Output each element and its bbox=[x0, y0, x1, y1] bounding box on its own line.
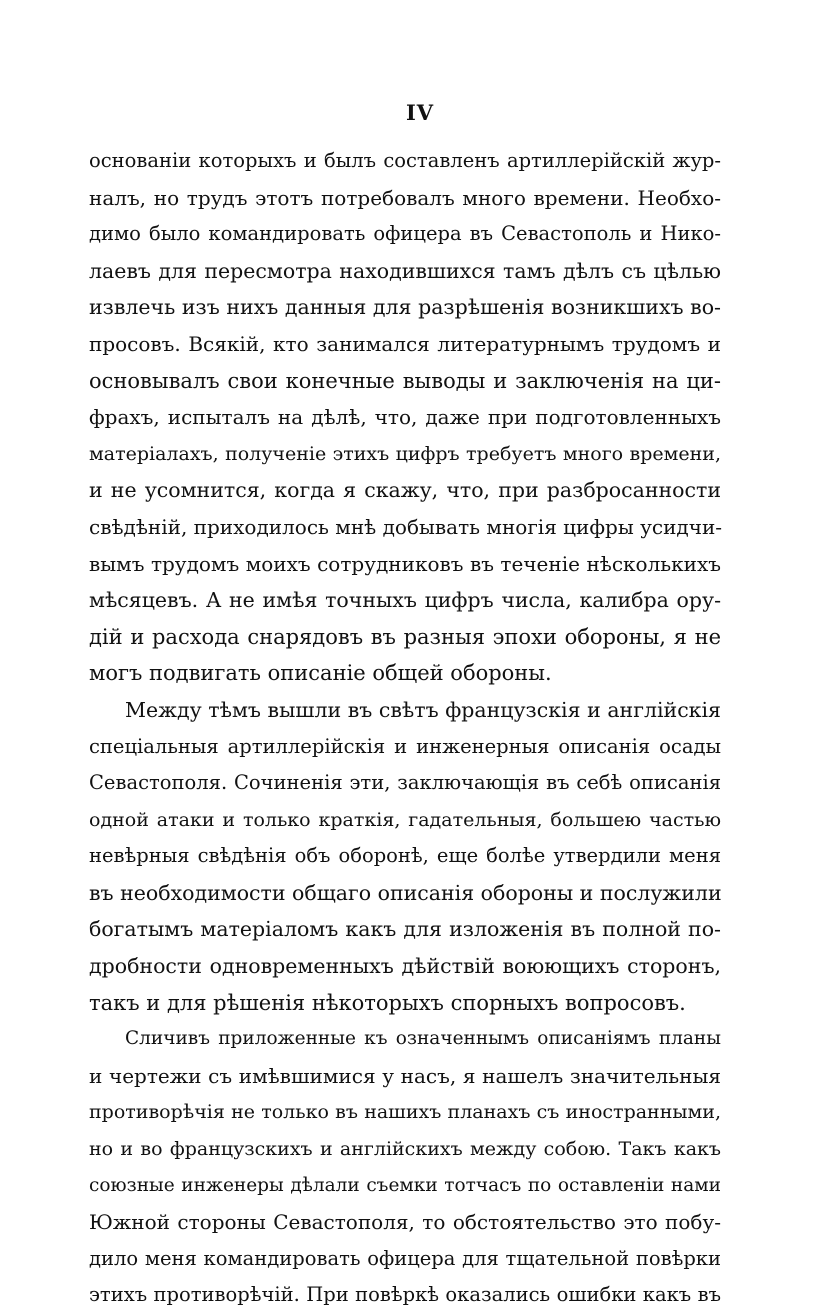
text-line: этихъ противорѣчiй. При повѣркѣ оказались ошибки какъ въ bbox=[89, 1283, 721, 1307]
body-text bbox=[89, 143, 721, 1314]
text-line: дробности одновременныхъ дѣйствiй воюющихъ сторонъ, bbox=[89, 954, 721, 979]
paragraph-3 bbox=[89, 1021, 721, 1314]
text-line: Между тѣмъ вышли въ свѣтъ французскiя и англiйскiя bbox=[125, 697, 721, 722]
text-line: матерiалахъ, полученiе этихъ цифръ требуетъ много времени, bbox=[89, 442, 721, 465]
paragraph-2 bbox=[89, 692, 721, 1021]
text-line: могъ подвигать описанiе общей обороны. bbox=[89, 661, 552, 686]
text-line: свѣдѣнiй, приходилось мнѣ добывать многiя цифры усидчи- bbox=[89, 514, 723, 539]
text-line: дило меня командировать офицера для тщательной повѣрки bbox=[89, 1246, 721, 1270]
text-line: димо было командировать офицера въ Севастополь и Нико- bbox=[89, 222, 721, 246]
text-line: Южной стороны Севастополя, то обстоятельство это побу- bbox=[89, 1210, 721, 1235]
text-line: одной атаки и только краткiя, гадательныя, большею частью bbox=[89, 808, 721, 831]
text-line: вымъ трудомъ моихъ сотрудниковъ въ теченiе нѣсколькихъ bbox=[89, 551, 721, 576]
text-line: въ необходимости общаго описанiя обороны и послужили bbox=[89, 880, 722, 905]
text-line: просовъ. Всякiй, кто занимался литературнымъ трудомъ и bbox=[89, 331, 721, 356]
text-line: богатымъ матерiаломъ какъ для изложенiя въ полной по- bbox=[89, 917, 721, 942]
text-line: и чертежи съ имѣвшимися у насъ, я нашелъ значительныя bbox=[89, 1063, 721, 1088]
text-line: мѣсяцевъ. А не имѣя точныхъ цифръ числа, калибра ору- bbox=[89, 588, 721, 613]
text-line: Севастополя. Сочиненiя эти, заключающiя въ себѣ описанiя bbox=[89, 771, 721, 795]
text-line: Сличивъ приложенные къ означеннымъ описанiямъ планы bbox=[125, 1028, 721, 1050]
text-line: налъ, но трудъ этотъ потребовалъ много времени. Необхо- bbox=[89, 185, 721, 210]
text-line: дiй и расхода снарядовъ въ разныя эпохи обороны, я не bbox=[89, 624, 721, 649]
text-line: фрахъ, испыталъ на дѣлѣ, что, даже при подготовленныхъ bbox=[89, 405, 721, 430]
text-line: невѣрныя свѣдѣнiя объ оборонѣ, еще болѣе утвердили меня bbox=[89, 844, 721, 868]
text-line: союзные инженеры дѣлали съемки тотчасъ по оставленiи нами bbox=[89, 1174, 721, 1196]
text-line: и не усомнится, когда я скажу, что, при разбросанности bbox=[89, 478, 721, 503]
text-line: основанiи которыхъ и былъ составленъ артиллерiйскiй жур- bbox=[89, 149, 721, 172]
paragraph-1 bbox=[89, 143, 721, 692]
text-line: противорѣчiя не только въ нашихъ планахъ съ иностранными, bbox=[89, 1101, 721, 1124]
text-line: спецiальныя артиллерiйскiя и инженерныя описанiя осады bbox=[89, 734, 721, 758]
text-line: но и во французскихъ и англiйскихъ между собою. Такъ какъ bbox=[89, 1138, 721, 1161]
text-line: лаевъ для пересмотра находившихся тамъ дѣлъ съ цѣлью bbox=[89, 258, 721, 283]
page-number: IV bbox=[405, 100, 435, 125]
text-line: извлечь изъ нихъ данныя для разрѣшенiя возникшихъ во- bbox=[89, 295, 721, 320]
text-line: такъ и для рѣшенiя нѣкоторыхъ спорныхъ вопросовъ. bbox=[89, 990, 686, 1015]
text-line: основывалъ свои конечные выводы и заключенiя на ци- bbox=[89, 368, 721, 393]
